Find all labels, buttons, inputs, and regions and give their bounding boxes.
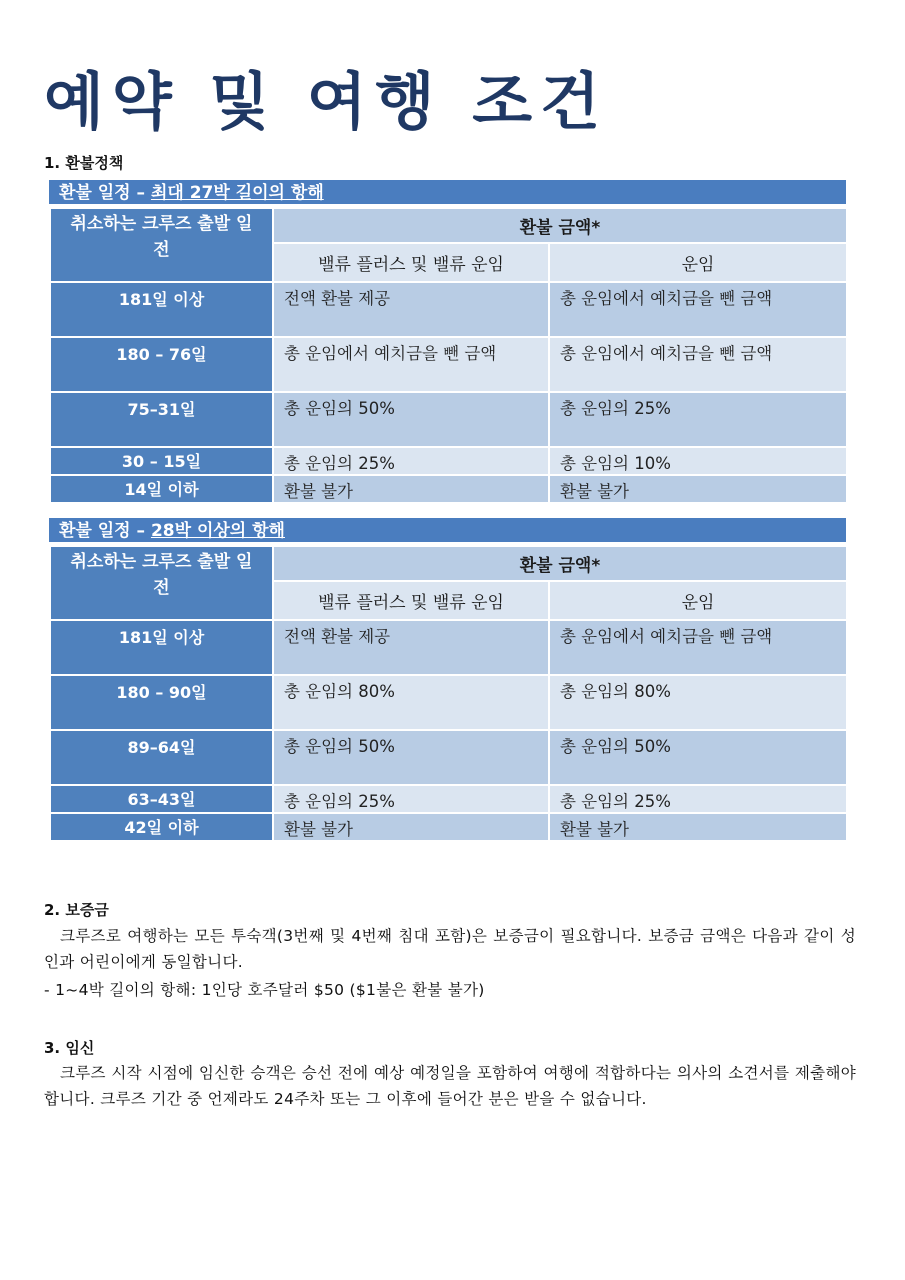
cell-fare: 총 운임의 10% (549, 447, 847, 475)
header-value-plus: 밸류 플러스 및 밸류 운임 (273, 243, 549, 282)
cell-fare: 총 운임에서 예치금을 뺀 금액 (549, 337, 847, 392)
row-days: 42일 이하 (50, 813, 273, 841)
caption-prefix: 환불 일정 – (59, 521, 151, 541)
row-days: 181일 이상 (50, 620, 273, 675)
row-days: 181일 이상 (50, 282, 273, 337)
table-row (50, 392, 847, 447)
caption-underlined: 28박 이상의 항해 (150, 521, 285, 541)
header-refund-amount: 환불 금액* (273, 208, 847, 243)
table-row (50, 337, 847, 392)
row-days: 75–31일 (50, 392, 273, 447)
table-row (50, 730, 847, 785)
page-title: 예약 및 여행 조건 (44, 65, 608, 138)
pregnancy-paragraph: 크루즈 시작 시점에 임신한 승객은 승선 전에 예상 예정일을 포함하여 여행에 적합하다는 의사의 소견서를 제출해야 합니다. 크루즈 기간 중 언제라도 24주차 또는 그 이후에 들어간 분은 받을 수 없습니다. (44, 1064, 856, 1108)
caption-prefix: 환불 일정 – (59, 183, 151, 203)
cell-fare: 총 운임의 25% (549, 392, 847, 447)
header-value-plus: 밸류 플러스 및 밸류 운임 (273, 581, 549, 620)
table-row (50, 813, 847, 841)
cell-value-plus: 전액 환불 제공 (273, 620, 549, 675)
row-days: 63–43일 (50, 785, 273, 813)
header-refund-amount: 환불 금액* (273, 546, 847, 581)
cell-fare: 총 운임에서 예치금을 뺀 금액 (549, 620, 847, 675)
table-caption (49, 518, 846, 545)
cell-fare: 총 운임의 50% (549, 730, 847, 785)
table-row (50, 620, 847, 675)
header-cancel-days: 취소하는 크루즈 출발 일 전 (50, 546, 273, 620)
refund-table-28-plus-nights (49, 518, 846, 842)
cell-fare: 총 운임의 25% (549, 785, 847, 813)
cell-value-plus: 총 운임에서 예치금을 뺀 금액 (273, 337, 549, 392)
table-caption (49, 180, 846, 207)
cell-value-plus: 총 운임의 25% (273, 447, 549, 475)
row-days: 180 – 90일 (50, 675, 273, 730)
table-row (50, 475, 847, 503)
row-days: 89–64일 (50, 730, 273, 785)
table-row (50, 675, 847, 730)
table-row (50, 282, 847, 337)
deposit-paragraph: 크루즈로 여행하는 모든 투숙객(3번째 및 4번째 침대 포함)은 보증금이 필요합니다. 보증금 금액은 다음과 같이 성인과 어린이에게 동일합니다. (44, 927, 856, 971)
header-cancel-days: 취소하는 크루즈 출발 일 전 (50, 208, 273, 282)
section-heading-refund: 1. 환불정책 (44, 154, 124, 172)
row-days: 180 – 76일 (50, 337, 273, 392)
cell-fare: 총 운임에서 예치금을 뺀 금액 (549, 282, 847, 337)
cell-value-plus: 총 운임의 50% (273, 392, 549, 447)
cell-value-plus: 총 운임의 50% (273, 730, 549, 785)
table-row (50, 785, 847, 813)
row-days: 14일 이하 (50, 475, 273, 503)
cell-value-plus: 총 운임의 25% (273, 785, 549, 813)
refund-table-27-nights (49, 180, 846, 504)
table-row (50, 447, 847, 475)
header-fare: 운임 (549, 581, 847, 620)
section-heading-deposit: 2. 보증금 (44, 901, 109, 919)
deposit-rule: - 1~4박 길이의 항해: 1인당 호주달러 $50 ($1불은 환불 불가) (44, 981, 485, 999)
cell-value-plus: 전액 환불 제공 (273, 282, 549, 337)
cell-value-plus: 총 운임의 80% (273, 675, 549, 730)
row-days: 30 – 15일 (50, 447, 273, 475)
cell-value-plus: 환불 불가 (273, 813, 549, 841)
cell-fare: 환불 불가 (549, 475, 847, 503)
caption-underlined: 최대 27박 길이의 항해 (150, 183, 324, 203)
cell-value-plus: 환불 불가 (273, 475, 549, 503)
section-heading-pregnancy: 3. 임신 (44, 1039, 95, 1057)
cell-fare: 총 운임의 80% (549, 675, 847, 730)
cell-fare: 환불 불가 (549, 813, 847, 841)
header-fare: 운임 (549, 243, 847, 282)
